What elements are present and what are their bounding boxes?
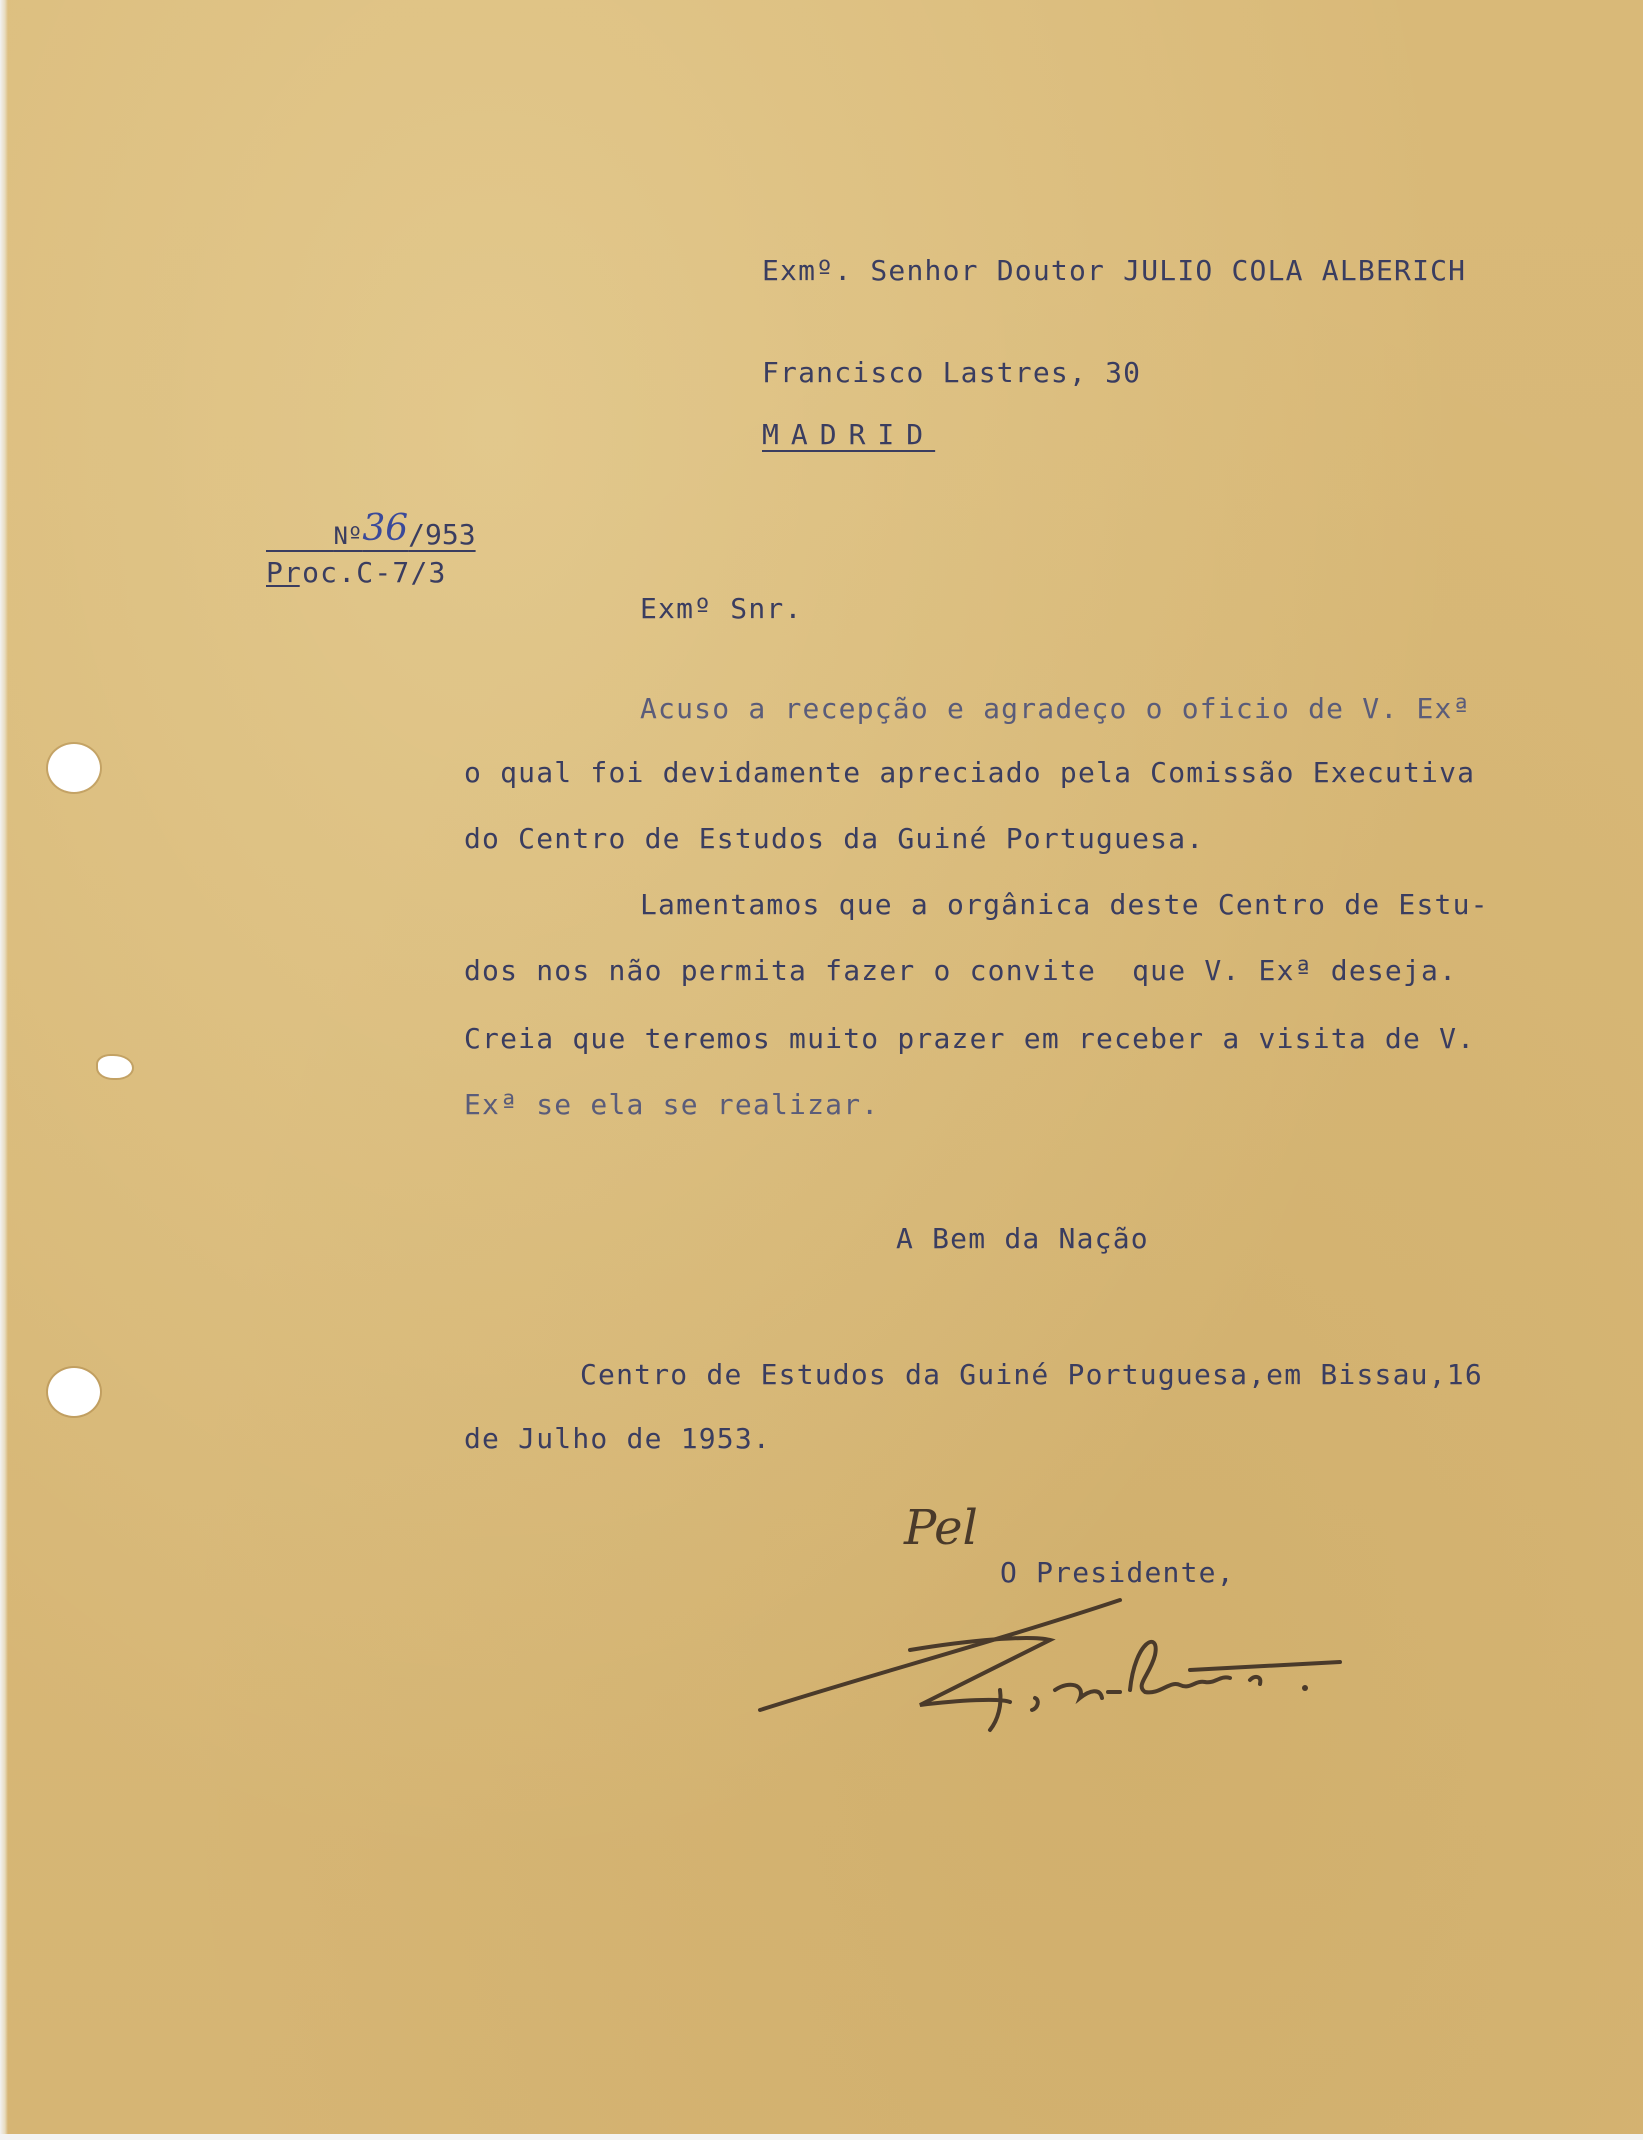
reference-number-suffix: /953 [408,518,476,551]
body-line-1: Acuso a recepção e agradeço o oficio de V. Exª [640,692,1471,725]
page-bottom-edge [0,2134,1643,2140]
reference-number-prefix: Nº [333,522,363,550]
recipient-line-2: Francisco Lastres, 30 [762,356,1142,389]
reference-number-handwritten: 36 [362,508,409,549]
recipient-line-1: Exmº. Senhor Doutor JULIO COLA ALBERICH [762,254,1467,287]
body-line-7: Exª se ela se realizar. [464,1088,880,1121]
body-line-5: dos nos não permita fazer o convite que V. Exª deseja. [464,954,1458,987]
salutation: Exmº Snr. [640,592,803,625]
body-line-4: Lamentamos que a orgânica deste Centro de Estu- [640,888,1489,921]
closing: A Bem da Nação [896,1222,1149,1255]
punch-hole-middle [98,1056,132,1078]
signatory-title: O Presidente, [1000,1556,1235,1589]
body-line-6: Creia que teremos muito prazer em receber a visita de V. [464,1022,1476,1055]
page-left-edge [0,0,8,2140]
place-date-line-2: de Julho de 1953. [464,1422,771,1455]
punch-hole-top [48,744,100,792]
place-date-line-1: Centro de Estudos da Guiné Portuguesa,em Bissau,16 [580,1358,1483,1391]
punch-hole-bottom [48,1368,100,1416]
body-line-3: do Centro de Estudos da Guiné Portuguesa. [464,822,1205,855]
body-line-2: o qual foi devidamente apreciado pela Comissão Executiva [464,756,1476,789]
signature-annotation: Pel [904,1500,978,1556]
recipient-city: MADRID [762,418,936,451]
handwritten-signature [750,1580,1370,1740]
process-reference: Proc.C-7/3 [266,556,447,589]
